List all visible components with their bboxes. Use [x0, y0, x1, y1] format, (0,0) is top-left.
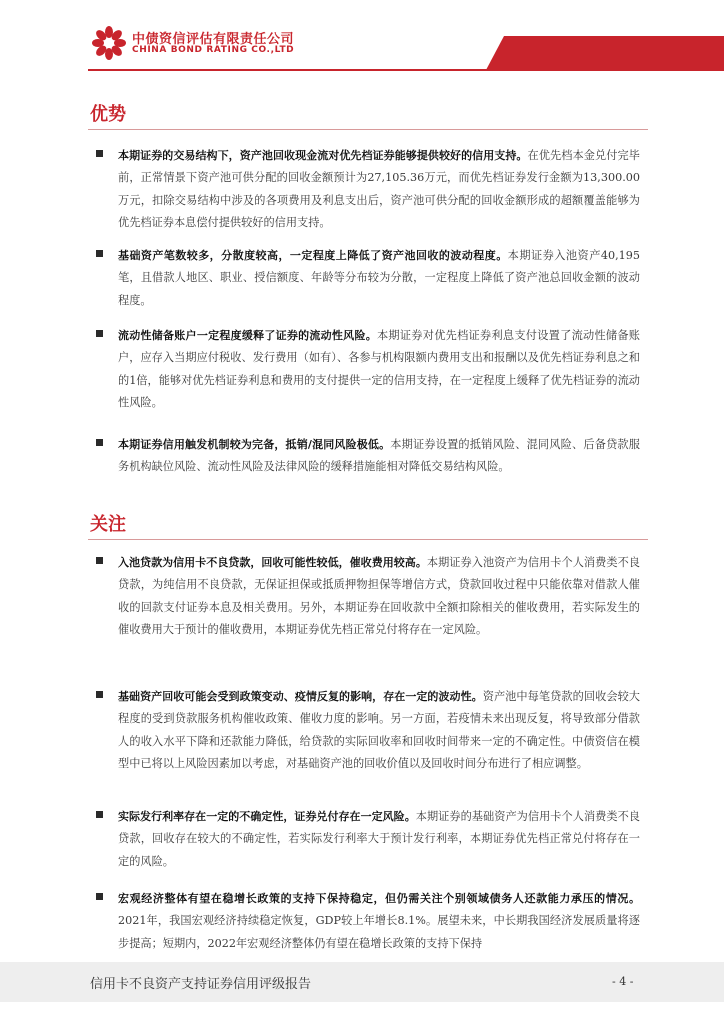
item-body: 本期证券对优先档证券利息支付设置了流动性储备账户，应存入当期应付税收、发行费用（如有）、各参与机构限额内费用支出和报酬以及优先档证券利息之和的1倍，能够对优先档证券利息和费用的支付提供一定的信用支持，在一定程度上缓释了优先档证券的流动性风险。 [118, 329, 640, 410]
bullet-icon [96, 439, 103, 446]
banner-title: 资产支持证券信用评级 [535, 9, 696, 28]
item-body: 本期证券设置的抵销风险、混同风险、后备贷款服务机构缺位风险、流动性风险及法律风险的缓释措施能相对降低交易结构风险。 [118, 438, 640, 474]
list-item [96, 325, 640, 415]
item-body: 本期证券入池资产为信用卡个人消费类不良贷款，为纯信用不良贷款，无保证担保或抵质押物担保等增信方式，贷款回收过程中只能依靠对借款人催收的回款支付证券本息及相关费用。另外，本期证券在回收款中全额扣除相关的催收费用，若实际发生的催收费用大于预计的催收费用，本期证券优先档正常兑付将存在一定风险。 [118, 556, 640, 637]
section-title-concerns: 关注 [90, 514, 126, 535]
item-lead: 本期证券的交易结构下，资产池回收现金流对优先档证券能够提供较好的信用支持。 [118, 149, 528, 162]
company-name-cn: 中债资信评估有限责任公司 [132, 32, 295, 47]
list-item [96, 686, 640, 776]
section-title-strengths: 优势 [90, 104, 126, 125]
item-body: 本期证券的基础资产为信用卡个人消费类不良贷款，回收存在较大的不确定性，若实际发行利率大于预计发行利率，本期证券优先档正常兑付将存在一定的风险。 [118, 810, 640, 868]
item-lead: 基础资产笔数较多，分散度较高，一定程度上降低了资产池回收的波动程度。 [118, 249, 508, 262]
footer-title: 信用卡不良资产支持证券信用评级报告 [90, 977, 312, 992]
bullet-icon [96, 893, 103, 900]
bullet-icon [96, 811, 103, 818]
item-lead: 本期证券信用触发机制较为完备，抵销/混同风险极低。 [118, 438, 391, 451]
bullet-icon [96, 150, 103, 157]
item-lead: 基础资产回收可能会受到政策变动、疫情反复的影响，存在一定的波动性。 [118, 690, 483, 703]
section-divider [88, 539, 648, 540]
list-item [96, 552, 640, 642]
page-header [0, 0, 724, 76]
bullet-icon [96, 330, 103, 337]
item-body: 2021年，我国宏观经济持续稳定恢复，GDP较上年增长8.1%。展望未来，中长期我国经济发展质量将逐步提高；短期内，2022年宏观经济整体仍有望在稳增长政策的支持下保持 [118, 914, 640, 950]
bullet-icon [96, 557, 103, 564]
list-item [96, 806, 640, 873]
item-lead: 入池贷款为信用卡不良贷款，回收可能性较低，催收费用较高。 [118, 556, 427, 569]
header-banner [486, 36, 724, 70]
item-lead: 流动性储备账户一定程度缓释了证券的流动性风险。 [118, 329, 377, 342]
bullet-icon [96, 691, 103, 698]
list-item [96, 434, 640, 479]
list-item [96, 888, 640, 955]
bullet-icon [96, 250, 103, 257]
header-divider [88, 69, 724, 71]
list-item [96, 245, 640, 312]
page-footer [0, 962, 724, 1002]
section-divider [88, 129, 648, 130]
page-number: - 4 - [612, 975, 634, 988]
list-item [96, 145, 640, 235]
company-logo-icon [92, 26, 126, 60]
company-name-en: CHINA BOND RATING CO.,LTD [132, 45, 295, 55]
item-body: 资产池中每笔贷款的回收会较大程度的受到贷款服务机构催收政策、催收力度的影响。另一方面，若疫情未来出现反复，将导致部分借款人的收入水平下降和还款能力降低，给贷款的实际回收率和回收时间带来一定的不确定性。中债资信在模型中已将以上风险因素加以考虑，对基础资产池的回收价值以及回收时间分布进行了相应调整。 [118, 690, 640, 771]
item-body: 在优先档本金兑付完毕前，正常情景下资产池可供分配的回收金额预计为27,105.36万元，而优先档证券发行金额为13,300.00万元，扣除交易结构中涉及的各项费用及利息支出后，资产池可供分配的回收金额形成的超额覆盖能够为优先档证券本息偿付提供较好的信用支持。 [118, 149, 640, 230]
item-lead: 实际发行利率存在一定的不确定性，证券兑付存在一定风险。 [118, 810, 416, 823]
item-body: 本期证券入池资产40,195笔，且借款人地区、职业、授信额度、年龄等分布较为分散，一定程度上降低了资产池总回收金额的波动程度。 [118, 249, 641, 307]
item-lead: 宏观经济整体有望在稳增长政策的支持下保持稳定，但仍需关注个别领域债务人还款能力承压的情况。 [118, 892, 640, 905]
